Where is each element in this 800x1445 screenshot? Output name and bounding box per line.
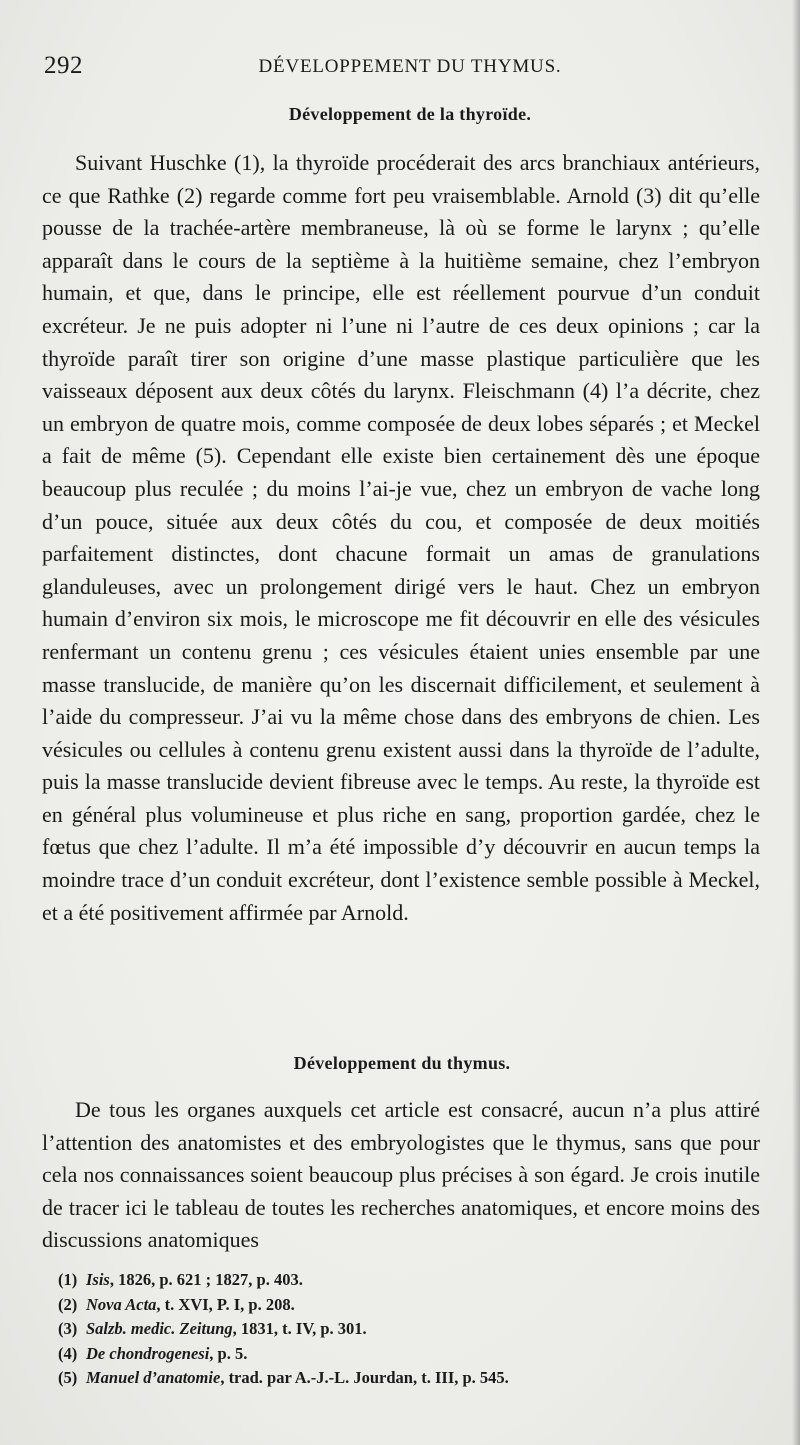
footnote-item <box>58 1317 758 1342</box>
footnotes <box>58 1268 758 1391</box>
page-edge-shadow <box>792 0 800 1445</box>
footnote-item <box>58 1342 758 1367</box>
footnote-title: Nova Acta <box>86 1294 157 1314</box>
section-title-thyroid: Développement de la thyroïde. <box>288 104 532 124</box>
footnote-number: (2) <box>58 1294 78 1314</box>
footnote-title: Isis <box>86 1270 110 1289</box>
footnote-item <box>58 1293 758 1318</box>
thymus-paragraph-text: De tous les organes auxquels cet article est consacré, aucun n’a plus attiré l’attention des anatomistes et des embryologistes que le thymus, sans que pour cela nos connaissances soient beaucoup plus précises à son égard. Je crois inutile de tracer ici le tableau de toutes les recherches anatomiques, et encore moins des discussions anatomiques <box>42 1097 760 1253</box>
footnote-reference: , t. XVI, P. I, p. 208. <box>156 1294 295 1314</box>
footnote-reference: , p. 5. <box>209 1343 248 1363</box>
page-number: 292 <box>44 52 83 79</box>
footnote-title: De chondrogenesi <box>86 1343 210 1363</box>
running-head: DÉVELOPPEMENT DU THYMUS. <box>258 56 562 77</box>
footnote-number: (1) <box>58 1270 78 1289</box>
footnote-title: Manuel d’anatomie <box>86 1368 221 1387</box>
thyroid-paragraph-text: Suivant Huschke (1), la thyroïde procéderait des arcs branchiaux antérieurs, ce que Rathke (2) regarde comme fort peu vraisemblable. Arnold (3) dit qu’elle pousse de la trachée-artère membraneuse, là où se forme le larynx ; qu’elle apparaît dans le cours de la septième à la huitième semaine, chez l’embryon humain, et que, dans le principe, elle est réellement pourvue d’un conduit excréteur. Je ne puis adopter ni l’une ni l’autre de ces deux opinions ; car la thyroïde paraît tirer son origine d’une masse plastique particulière que les vaisseaux déposent aux deux côtés du larynx. Fleischmann (4) l’a décrite, chez un embryon de quatre mois, comme composée de deux lobes séparés ; et Meckel a fait de même (5). Cependant elle existe bien certainement dès une époque beaucoup plus reculée ; du moins l’ai-je vue, chez un embryon de vache long d’un pouce, située aux deux côtés du cou, et composée de deux moitiés parfaitement distinctes, dont chacune formait un amas de granulations glanduleuses, avec un prolongement dirigé vers le haut. Chez un embryon humain d’environ six mois, le microscope me fit découvrir en elle des vésicules renfermant un contenu grenu ; ces vésicules étaient unies ensemble par une masse translucide, de manière qu’on les discernait difficilement, et seulement à l’aide du compresseur. J’ai vu la même chose dans des embryons de chien. Les vésicules ou cellules à contenu grenu existent aussi dans la thyroïde de l’adulte, puis la masse translucide devient fibreuse avec le temps. Au reste, la thyroïde est en général plus volumineuse et plus riche en sang, proportion gardée, chez le fœtus que chez l’adulte. Il m’a été impossible d’y découvrir en aucun temps la moindre trace d’un conduit excréteur, dont l’existence semble possible à Meckel, et a été positivement affirmée par Arnold. <box>42 150 760 925</box>
footnote-number: (4) <box>58 1343 78 1363</box>
thymus-paragraph <box>42 1094 760 1257</box>
footnote-number: (5) <box>58 1368 78 1387</box>
footnote-reference: , trad. par A.-J.-L. Jourdan, t. III, p. 545. <box>220 1368 509 1387</box>
footnote-number: (3) <box>58 1319 78 1338</box>
footnote-item <box>58 1268 758 1293</box>
page-header <box>44 52 756 84</box>
thyroid-paragraph <box>42 147 760 929</box>
footnote-reference: , 1826, p. 621 ; 1827, p. 403. <box>109 1270 303 1289</box>
footnote-item <box>58 1366 758 1391</box>
section-title-thymus: Développement du thymus. <box>293 1053 511 1073</box>
footnote-title: Salzb. medic. Zeitung <box>86 1319 233 1338</box>
footnote-reference: , 1831, t. IV, p. 301. <box>232 1319 367 1338</box>
